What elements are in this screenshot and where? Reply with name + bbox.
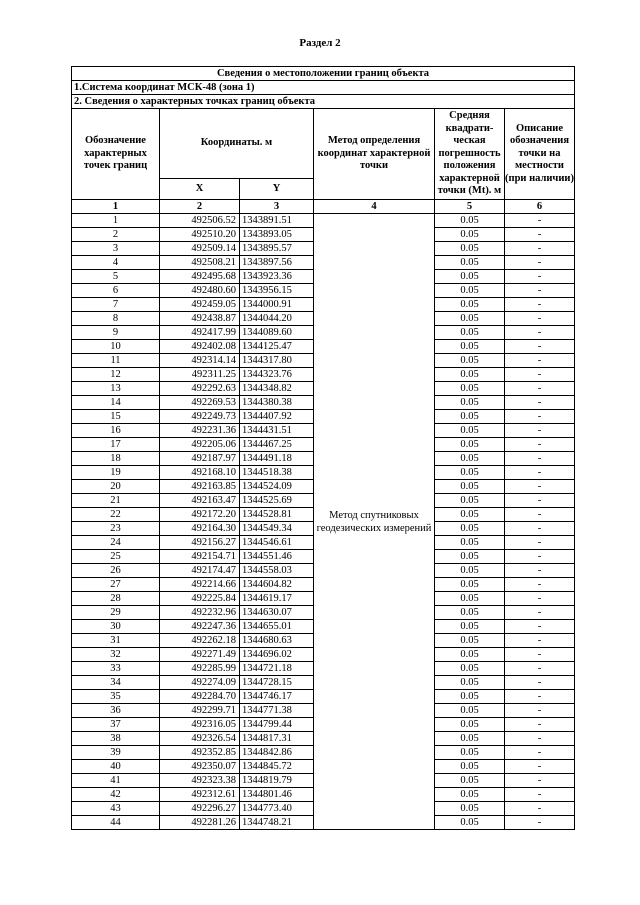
coord-y: 1344801.46 [240, 788, 314, 802]
error-value: 0.05 [435, 634, 505, 648]
point-id: 16 [72, 424, 160, 438]
error-value: 0.05 [435, 788, 505, 802]
coord-x: 492326.54 [160, 732, 240, 746]
point-id: 7 [72, 298, 160, 312]
coord-y: 1343893.05 [240, 228, 314, 242]
description-value: - [505, 802, 575, 816]
description-value: - [505, 410, 575, 424]
error-value: 0.05 [435, 410, 505, 424]
coord-x: 492480.60 [160, 284, 240, 298]
point-id: 20 [72, 480, 160, 494]
coord-x: 492225.84 [160, 592, 240, 606]
coord-x: 492285.99 [160, 662, 240, 676]
coord-x: 492214.66 [160, 578, 240, 592]
coord-x: 492232.96 [160, 606, 240, 620]
coord-x: 492352.85 [160, 746, 240, 760]
point-id: 38 [72, 732, 160, 746]
error-value: 0.05 [435, 368, 505, 382]
coordinate-system: 1.Система координат МСК-48 (зона 1) [72, 81, 575, 95]
error-value: 0.05 [435, 774, 505, 788]
error-value: 0.05 [435, 662, 505, 676]
coord-x: 492459.05 [160, 298, 240, 312]
coord-x: 492506.52 [160, 214, 240, 228]
error-value: 0.05 [435, 284, 505, 298]
coord-x: 492509.14 [160, 242, 240, 256]
error-value: 0.05 [435, 508, 505, 522]
description-value: - [505, 690, 575, 704]
description-value: - [505, 662, 575, 676]
point-id: 4 [72, 256, 160, 270]
point-id: 5 [72, 270, 160, 284]
description-value: - [505, 676, 575, 690]
coord-x: 492323.38 [160, 774, 240, 788]
column-numbers-row [72, 200, 575, 214]
coord-y: 1344524.09 [240, 480, 314, 494]
coord-y: 1344696.02 [240, 648, 314, 662]
coord-y: 1344728.15 [240, 676, 314, 690]
coord-y: 1344842.86 [240, 746, 314, 760]
coord-y: 1344525.69 [240, 494, 314, 508]
error-value: 0.05 [435, 354, 505, 368]
point-id: 33 [72, 662, 160, 676]
section-characteristic-points: 2. Сведения о характерных точках границ объекта [72, 95, 575, 109]
description-value: - [505, 354, 575, 368]
description-value: - [505, 256, 575, 270]
description-value: - [505, 648, 575, 662]
description-value: - [505, 508, 575, 522]
error-value: 0.05 [435, 746, 505, 760]
error-value: 0.05 [435, 298, 505, 312]
description-value: - [505, 326, 575, 340]
coord-y: 1344845.72 [240, 760, 314, 774]
coord-x: 492495.68 [160, 270, 240, 284]
error-value: 0.05 [435, 802, 505, 816]
coord-x: 492312.61 [160, 788, 240, 802]
description-value: - [505, 382, 575, 396]
coord-x: 492271.49 [160, 648, 240, 662]
description-value: - [505, 634, 575, 648]
coord-x: 492156.27 [160, 536, 240, 550]
column-number: 5 [435, 200, 505, 214]
point-id: 3 [72, 242, 160, 256]
description-value: - [505, 606, 575, 620]
coord-x: 492262.18 [160, 634, 240, 648]
point-id: 10 [72, 340, 160, 354]
column-number: 6 [505, 200, 575, 214]
coord-x: 492292.63 [160, 382, 240, 396]
point-id: 32 [72, 648, 160, 662]
coord-y: 1344125.47 [240, 340, 314, 354]
point-id: 29 [72, 606, 160, 620]
header-method: Метод определения координат характерной точки [314, 109, 435, 200]
point-id: 36 [72, 704, 160, 718]
header-point: Обозначение характерных точек границ [72, 109, 160, 200]
error-value: 0.05 [435, 480, 505, 494]
error-value: 0.05 [435, 452, 505, 466]
point-id: 24 [72, 536, 160, 550]
coord-y: 1344819.79 [240, 774, 314, 788]
point-id: 19 [72, 466, 160, 480]
coord-x: 492163.85 [160, 480, 240, 494]
coord-x: 492316.05 [160, 718, 240, 732]
point-id: 1 [72, 214, 160, 228]
coord-y: 1343923.36 [240, 270, 314, 284]
coord-x: 492249.73 [160, 410, 240, 424]
coord-y: 1344044.20 [240, 312, 314, 326]
error-value: 0.05 [435, 718, 505, 732]
error-value: 0.05 [435, 256, 505, 270]
coord-y: 1343897.56 [240, 256, 314, 270]
section2-row [72, 95, 575, 109]
coord-y: 1344000.91 [240, 298, 314, 312]
coord-y: 1343895.57 [240, 242, 314, 256]
error-value: 0.05 [435, 438, 505, 452]
table-title: Сведения о местоположении границ объекта [72, 67, 575, 81]
point-id: 15 [72, 410, 160, 424]
coord-x: 492402.08 [160, 340, 240, 354]
description-value: - [505, 340, 575, 354]
coord-y: 1344491.18 [240, 452, 314, 466]
column-number: 3 [240, 200, 314, 214]
error-value: 0.05 [435, 228, 505, 242]
coord-x: 492274.09 [160, 676, 240, 690]
point-id: 39 [72, 746, 160, 760]
coord-y: 1344655.01 [240, 620, 314, 634]
error-value: 0.05 [435, 466, 505, 480]
error-value: 0.05 [435, 606, 505, 620]
point-id: 23 [72, 522, 160, 536]
coord-y: 1344528.81 [240, 508, 314, 522]
page-title: Раздел 2 [299, 37, 341, 49]
description-value: - [505, 592, 575, 606]
description-value: - [505, 760, 575, 774]
description-value: - [505, 746, 575, 760]
error-value: 0.05 [435, 732, 505, 746]
error-value: 0.05 [435, 522, 505, 536]
coord-x: 492205.06 [160, 438, 240, 452]
point-id: 12 [72, 368, 160, 382]
description-value: - [505, 466, 575, 480]
point-id: 9 [72, 326, 160, 340]
error-value: 0.05 [435, 648, 505, 662]
error-value: 0.05 [435, 690, 505, 704]
error-value: 0.05 [435, 326, 505, 340]
point-id: 31 [72, 634, 160, 648]
description-value: - [505, 536, 575, 550]
point-id: 28 [72, 592, 160, 606]
coord-x: 492187.97 [160, 452, 240, 466]
description-value: - [505, 718, 575, 732]
point-id: 18 [72, 452, 160, 466]
coord-y: 1344317.80 [240, 354, 314, 368]
description-value: - [505, 704, 575, 718]
coord-y: 1344680.63 [240, 634, 314, 648]
point-id: 21 [72, 494, 160, 508]
coord-y: 1344721.18 [240, 662, 314, 676]
coord-x: 492438.87 [160, 312, 240, 326]
coord-y: 1344549.34 [240, 522, 314, 536]
error-value: 0.05 [435, 312, 505, 326]
coord-x: 492231.36 [160, 424, 240, 438]
point-id: 25 [72, 550, 160, 564]
point-id: 42 [72, 788, 160, 802]
description-value: - [505, 214, 575, 228]
description-value: - [505, 298, 575, 312]
point-id: 13 [72, 382, 160, 396]
point-id: 41 [72, 774, 160, 788]
description-value: - [505, 396, 575, 410]
coord-y: 1344630.07 [240, 606, 314, 620]
coord-y: 1344431.51 [240, 424, 314, 438]
header-error: Средняя квадрати-ческая погрешность положения характерной точки (Mt). м [435, 109, 505, 200]
header-description: Описание обозначения точки на местности (при наличии) [505, 109, 575, 200]
error-value: 0.05 [435, 424, 505, 438]
coord-y: 1344619.17 [240, 592, 314, 606]
description-value: - [505, 368, 575, 382]
description-value: - [505, 732, 575, 746]
description-value: - [505, 242, 575, 256]
coord-y: 1344323.76 [240, 368, 314, 382]
point-id: 44 [72, 816, 160, 830]
header-y: Y [240, 178, 314, 199]
coord-x: 492172.20 [160, 508, 240, 522]
coord-x: 492299.71 [160, 704, 240, 718]
error-value: 0.05 [435, 578, 505, 592]
header-row-1 [72, 109, 575, 179]
point-id: 14 [72, 396, 160, 410]
point-id: 17 [72, 438, 160, 452]
point-id: 22 [72, 508, 160, 522]
coord-y: 1344551.46 [240, 550, 314, 564]
coord-x: 492269.53 [160, 396, 240, 410]
point-id: 2 [72, 228, 160, 242]
description-value: - [505, 564, 575, 578]
coord-x: 492163.47 [160, 494, 240, 508]
coord-y: 1344089.60 [240, 326, 314, 340]
description-value: - [505, 620, 575, 634]
coord-x: 492311.25 [160, 368, 240, 382]
error-value: 0.05 [435, 382, 505, 396]
coord-y: 1344773.40 [240, 802, 314, 816]
coord-y: 1344546.61 [240, 536, 314, 550]
description-value: - [505, 312, 575, 326]
point-id: 37 [72, 718, 160, 732]
coord-x: 492281.26 [160, 816, 240, 830]
coord-y: 1344467.25 [240, 438, 314, 452]
error-value: 0.05 [435, 550, 505, 564]
description-value: - [505, 270, 575, 284]
coord-x: 492508.21 [160, 256, 240, 270]
coord-y: 1344771.38 [240, 704, 314, 718]
description-value: - [505, 284, 575, 298]
point-id: 11 [72, 354, 160, 368]
coord-y: 1344746.17 [240, 690, 314, 704]
coord-x: 492168.10 [160, 466, 240, 480]
coord-y: 1344604.82 [240, 578, 314, 592]
description-value: - [505, 816, 575, 830]
coord-x: 492247.36 [160, 620, 240, 634]
description-value: - [505, 480, 575, 494]
point-id: 43 [72, 802, 160, 816]
description-value: - [505, 452, 575, 466]
point-id: 35 [72, 690, 160, 704]
error-value: 0.05 [435, 270, 505, 284]
column-number: 2 [160, 200, 240, 214]
column-number: 1 [72, 200, 160, 214]
point-id: 26 [72, 564, 160, 578]
point-id: 40 [72, 760, 160, 774]
error-value: 0.05 [435, 494, 505, 508]
coord-y: 1344799.44 [240, 718, 314, 732]
coord-y: 1343956.15 [240, 284, 314, 298]
error-value: 0.05 [435, 214, 505, 228]
error-value: 0.05 [435, 340, 505, 354]
coord-x: 492284.70 [160, 690, 240, 704]
error-value: 0.05 [435, 242, 505, 256]
description-value: - [505, 550, 575, 564]
table-title-row [72, 67, 575, 81]
point-id: 6 [72, 284, 160, 298]
point-id: 34 [72, 676, 160, 690]
coord-y: 1344518.38 [240, 466, 314, 480]
boundary-points-table [71, 66, 575, 830]
description-value: - [505, 438, 575, 452]
coord-x: 492350.07 [160, 760, 240, 774]
error-value: 0.05 [435, 676, 505, 690]
coord-x: 492174.47 [160, 564, 240, 578]
header-coordinates: Координаты. м [160, 109, 314, 179]
coord-x: 492296.27 [160, 802, 240, 816]
coord-x: 492510.20 [160, 228, 240, 242]
error-value: 0.05 [435, 564, 505, 578]
column-number: 4 [314, 200, 435, 214]
coord-y: 1344817.31 [240, 732, 314, 746]
error-value: 0.05 [435, 816, 505, 830]
description-value: - [505, 494, 575, 508]
error-value: 0.05 [435, 760, 505, 774]
coord-y: 1344407.92 [240, 410, 314, 424]
coord-x: 492314.14 [160, 354, 240, 368]
description-value: - [505, 522, 575, 536]
table-row [72, 214, 575, 228]
description-value: - [505, 228, 575, 242]
point-id: 27 [72, 578, 160, 592]
section1-row [72, 81, 575, 95]
description-value: - [505, 424, 575, 438]
coord-y: 1344348.82 [240, 382, 314, 396]
error-value: 0.05 [435, 396, 505, 410]
description-value: - [505, 788, 575, 802]
coord-y: 1344380.38 [240, 396, 314, 410]
coord-y: 1343891.51 [240, 214, 314, 228]
error-value: 0.05 [435, 536, 505, 550]
point-id: 8 [72, 312, 160, 326]
method-cell: Метод спутниковых геодезических измерений [314, 214, 435, 830]
coord-x: 492164.30 [160, 522, 240, 536]
coord-y: 1344558.03 [240, 564, 314, 578]
error-value: 0.05 [435, 704, 505, 718]
header-x: X [160, 178, 240, 199]
coord-x: 492417.99 [160, 326, 240, 340]
error-value: 0.05 [435, 620, 505, 634]
coord-x: 492154.71 [160, 550, 240, 564]
coord-y: 1344748.21 [240, 816, 314, 830]
point-id: 30 [72, 620, 160, 634]
description-value: - [505, 774, 575, 788]
error-value: 0.05 [435, 592, 505, 606]
description-value: - [505, 578, 575, 592]
